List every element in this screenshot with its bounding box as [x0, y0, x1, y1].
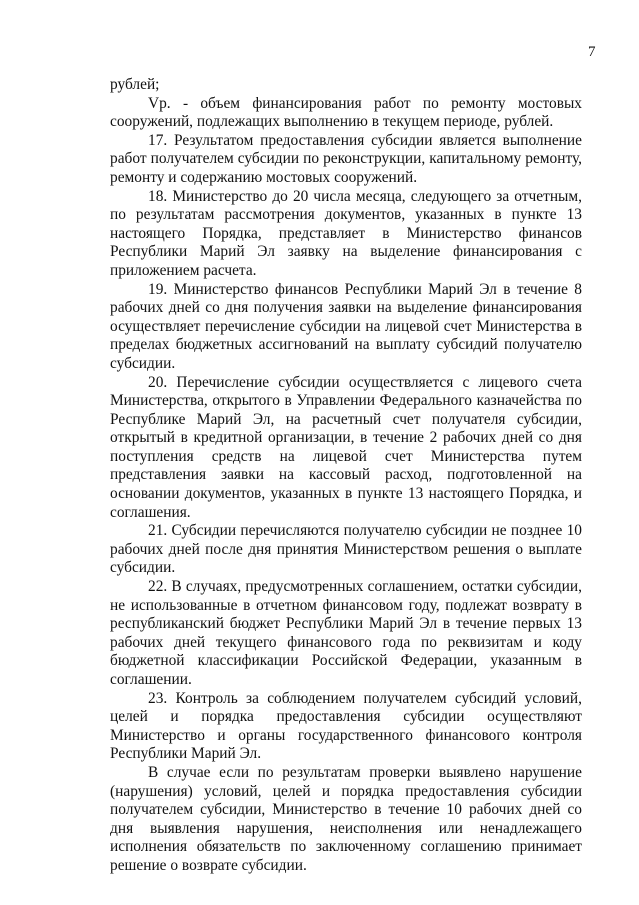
paragraph-18: 18. Министерство до 20 числа месяца, следующего за отчетным, по результатам рассмотрения документов, указанных в пункте 13 настоящего Порядка, представляет в Министерство финансов Республики Марий Эл заявку на выделение финансирования с приложением расчета.	[110, 187, 582, 279]
paragraph-20: 20. Перечисление субсидии осуществляется с лицевого счета Министерства, открытого в Управлении Федерального казначейства по Республике Марий Эл, на расчетный счет получателя субсидии, открытый в кредитной организации, в течение 2 рабочих дней со дня поступления средств на лицевой счет Министерства путем представления заявки на кассовый расход, подготовленной на основании документов, указанных в пункте 13 настоящего Порядка, и соглашения.	[110, 373, 582, 521]
paragraph-vr-definition: Vр. - объем финансирования работ по ремонту мостовых сооружений, подлежащих выполнению в текущем периоде, рублей.	[110, 94, 582, 131]
paragraph-21: 21. Субсидии перечисляются получателю субсидии не позднее 10 рабочих дней после дня принятия Министерством решения о выплате субсидии.	[110, 522, 582, 577]
paragraph-23: 23. Контроль за соблюдением получателем субсидий условий, целей и порядка предоставления субсидии осуществляют Министерство и органы государственного финансового контроля Республики Марий Эл.	[110, 689, 582, 763]
document-body	[110, 76, 582, 876]
paragraph-violation: В случае если по результатам проверки выявлено нарушение (нарушения) условий, целей и порядка предоставления субсидии получателем субсидии, Министерство в течение 10 рабочих дней со дня выявления нарушения, неисполнения или ненадлежащего исполнения обязательств по заключенному соглашению принимает решение о возврате субсидии.	[110, 763, 582, 874]
paragraph-continuation: рублей;	[110, 76, 160, 93]
paragraph-22: 22. В случаях, предусмотренных соглашением, остатки субсидии, не использованные в отчетном финансовом году, подлежат возврату в республиканский бюджет Республики Марий Эл в течение первых 13 рабочих дней текущего финансового года по реквизитам и коду бюджетной классификации Российской Федерации, указанным в соглашении.	[110, 578, 582, 688]
page-number: 7	[588, 44, 596, 60]
paragraph-19: 19. Министерство финансов Республики Марий Эл в течение 8 рабочих дней со дня получения заявки на выделение финансирования осуществляет перечисление субсидии на лицевой счет Министерства в пределах бюджетных ассигнований на выплату субсидий получателю субсидии.	[110, 280, 582, 372]
paragraph-17: 17. Результатом предоставления субсидии является выполнение работ получателем субсидии по реконструкции, капитальному ремонту, ремонту и содержанию мостовых сооружений.	[110, 131, 582, 186]
